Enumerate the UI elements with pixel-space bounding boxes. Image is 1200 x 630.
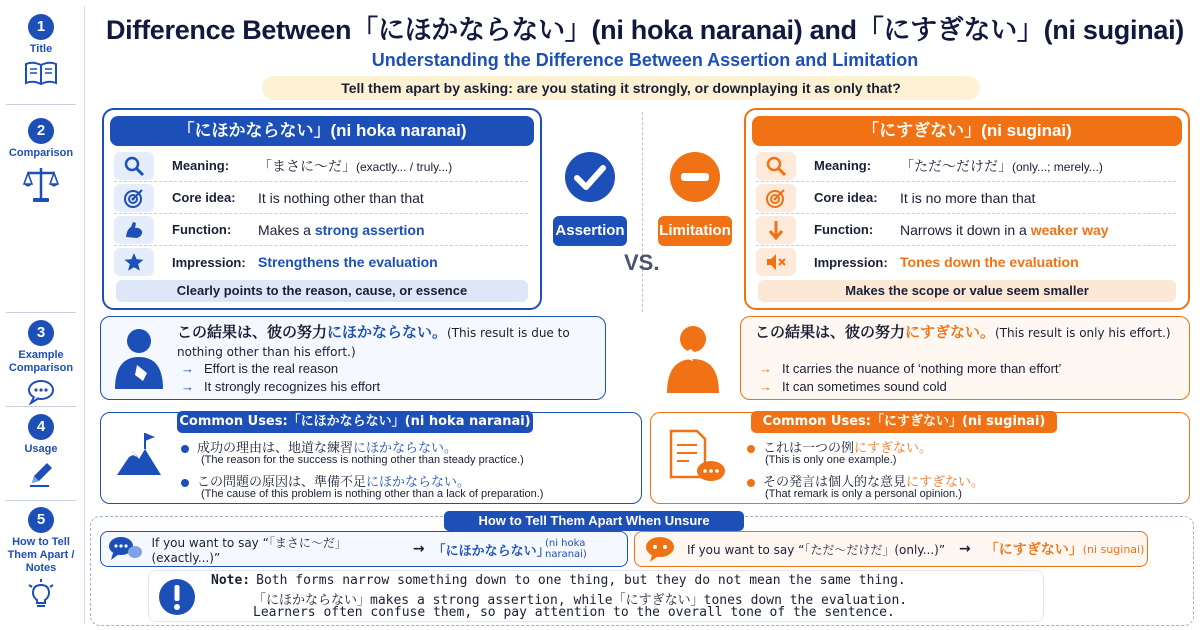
book-icon	[24, 60, 58, 86]
row-function	[114, 214, 528, 246]
row-value: It is no more than that	[900, 189, 1036, 206]
pencil-icon	[27, 460, 55, 488]
row-key: Function:	[172, 222, 232, 237]
step-3	[0, 320, 82, 405]
step-number: 4	[28, 414, 54, 440]
panel-footer: Clearly points to the reason, cause, or essence	[116, 280, 528, 302]
usage-translation: (The reason for the success is nothing other than steady practice.)	[201, 454, 524, 466]
note-line: 「にほかならない」makes a strong assertion, while「にすぎない」tones down the evaluation.	[253, 593, 908, 608]
row-key: Impression:	[814, 254, 888, 270]
target-icon	[114, 184, 154, 212]
usage-item: この問題の原因は、準備不足にほかならない。	[181, 471, 470, 490]
row-key: Impression:	[172, 254, 246, 270]
note-line: Learners often confuse them, so pay attention to the overall tone of the sentence.	[253, 605, 895, 620]
checkmark-icon	[563, 150, 617, 204]
page-title: Difference Between「にほかならない」(ni hoka naranai) and「にすぎない」(ni suginai)	[105, 15, 1184, 45]
step-label: How to Tell Them Apart / Notes	[7, 536, 75, 574]
step-label: Usage	[24, 443, 58, 455]
tell-apart-header: How to Tell Them Apart When Unsure	[444, 511, 744, 531]
usage-item: 成功の理由は、地道な練習にほかならない。	[181, 437, 457, 456]
example-right	[740, 316, 1190, 400]
usage-translation: (The cause of this problem is nothing other than a lack of preparation.)	[201, 488, 544, 500]
panel-header: 「にすぎない」(ni suginai)	[752, 116, 1182, 146]
vs-label: VS.	[624, 250, 660, 275]
usage-header: Common Uses:「にすぎない」(ni suginai)	[751, 411, 1057, 433]
star-icon	[114, 248, 154, 276]
speech-bubble-icon	[26, 379, 56, 405]
step-2	[0, 118, 82, 204]
usage-item: これは一つの例にすぎない。	[747, 437, 932, 456]
row-key: Core idea:	[814, 190, 878, 205]
row-key: Core idea:	[172, 190, 236, 205]
usage-right	[650, 412, 1190, 504]
example-bullet: → It strongly recognizes his effort	[181, 379, 381, 394]
row-core-idea	[114, 182, 528, 214]
tell-left: If you want to say “「まさに〜だ」(exactly...)” → 「にほかならない」 (ni hoka naranai)	[100, 531, 628, 567]
step-number: 5	[28, 507, 54, 533]
lightbulb-icon	[27, 579, 55, 609]
row-meaning	[756, 150, 1176, 182]
row-impression	[756, 246, 1176, 278]
step-1	[0, 14, 82, 86]
scale-icon	[23, 164, 59, 204]
example-bullet: → It can sometimes sound cold	[759, 379, 947, 394]
row-value: Makes a strong assertion	[258, 221, 425, 238]
chat-bubbles-icon	[107, 535, 143, 563]
row-value: Narrows it down in a weaker way	[900, 221, 1109, 238]
row-value: 「ただ〜だけだ」(only...; merely...)	[900, 157, 1103, 174]
step-number: 1	[28, 14, 54, 40]
tip-banner: Tell them apart by asking: are you stating it strongly, or downplaying it as only that?	[262, 76, 980, 100]
note-line: Note: Both forms narrow something down to one thing, but they do not mean the same thing.	[211, 573, 906, 588]
speaker-muted-icon	[756, 248, 796, 276]
comparison-panel-right	[744, 108, 1190, 310]
comparison-panel-left	[102, 108, 542, 310]
row-value: Strengthens the evaluation	[258, 254, 438, 270]
tell-right: If you want to say “「ただ〜だけだ」(only...)” → 「にすぎない」 (ni suginai)	[634, 531, 1148, 567]
example-sentence: この結果は、彼の努力にすぎない。(This result is only his effort.)	[755, 323, 1171, 341]
step-number: 2	[28, 118, 54, 144]
row-impression	[114, 246, 528, 278]
muscle-icon	[114, 216, 154, 244]
step-label: Example Comparison	[8, 349, 74, 374]
step-5	[0, 507, 82, 609]
row-function	[756, 214, 1176, 246]
step-4	[0, 414, 82, 488]
row-value: 「まさに〜だ」(exactly... / truly...)	[258, 157, 453, 174]
person-confident-icon	[111, 325, 167, 391]
usage-item: その発言は個人的な意見にすぎない。	[747, 471, 984, 490]
minus-icon	[668, 150, 722, 204]
usage-translation: (That remark is only a personal opinion.)	[765, 488, 962, 500]
step-label: Comparison	[8, 147, 74, 159]
row-core-idea	[756, 182, 1176, 214]
page-subtitle: Understanding the Difference Between Assertion and Limitation	[371, 50, 919, 70]
row-value: Tones down the evaluation	[900, 254, 1079, 270]
row-key: Meaning:	[814, 158, 872, 173]
mountain-flag-icon	[115, 431, 163, 479]
document-chat-icon	[667, 429, 727, 485]
assertion-badge: Assertion	[553, 216, 627, 246]
limitation-badge: Limitation	[658, 216, 732, 246]
step-rail	[0, 0, 82, 630]
step-number: 3	[28, 320, 54, 346]
note-box	[148, 570, 1044, 622]
example-bullet: → Effort is the real reason	[181, 361, 339, 376]
usage-left	[100, 412, 642, 504]
row-key: Meaning:	[172, 158, 230, 173]
example-sentence: この結果は、彼の努力にほかならない。(This result is due to nothing other than his effort.)	[177, 323, 570, 359]
example-left	[100, 316, 606, 400]
down-arrow-icon	[756, 216, 796, 244]
magnifier-icon	[114, 152, 154, 180]
step-label: Title	[29, 43, 53, 55]
magnifier-icon	[756, 152, 796, 180]
target-icon	[756, 184, 796, 212]
chat-bubble-icon	[641, 535, 679, 563]
row-meaning	[114, 150, 528, 182]
exclamation-icon	[157, 577, 197, 617]
panel-header: 「にほかならない」(ni hoka naranai)	[110, 116, 534, 146]
panel-footer: Makes the scope or value seem smaller	[758, 280, 1176, 302]
example-bullet: → It carries the nuance of ‘nothing more than effort’	[759, 361, 1062, 376]
row-key: Function:	[814, 222, 874, 237]
person-thinking-icon	[661, 323, 725, 395]
usage-header: Common Uses:「にほかならない」(ni hoka naranai)	[177, 411, 533, 433]
usage-translation: (This is only one example.)	[765, 454, 897, 466]
row-value: It is nothing other than that	[258, 189, 424, 206]
